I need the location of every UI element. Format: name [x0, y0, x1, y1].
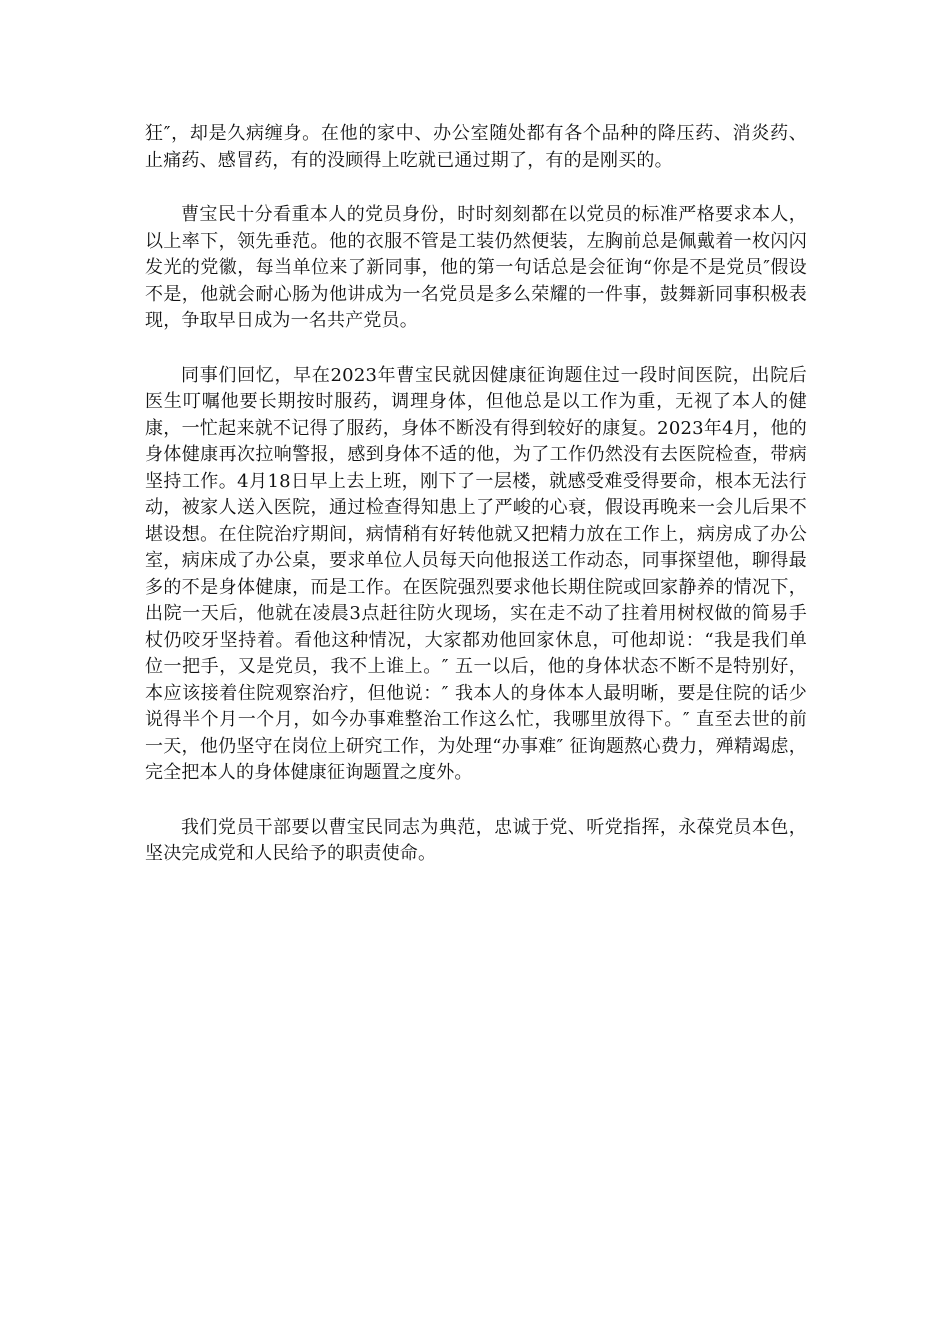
paragraph-3: 同事们回忆，早在2023年曹宝民就因健康征询题住过一段时间医院，出院后医生叮嘱他要长期按时服药，调理身体，但他总是以工作为重，无视了本人的健康，一忙起来就不记得了服药，身体不断没有得到较好的康复。2023年4月，他的身体健康再次拉响警报，感到身体不适的他，为了工作仍然没有去医院检查，带病坚持工作。4月18日早上去上班，刚下了一层楼，就感受难受得要命，根本无法行动，被家人送入医院，通过检查得知患上了严峻的心衰，假设再晚来一会儿后果不堪设想。在住院治疗期间，病情稍有好转他就又把精力放在工作上，病房成了办公室，病床成了办公桌，要求单位人员每天向他报送工作动态，同事探望他，聊得最多的不是身体健康，而是工作。在医院强烈要求他长期住院或回家静养的情况下，出院一天后，他就在凌晨3点赶往防火现场，实在走不动了拄着用树杈做的简易手杖仍咬牙坚持着。看他这种情况，大家都劝他回家休息，可他却说：“我是我们单位一把手，又是党员，我不上谁上。″ 五一以后，他的身体状态不断不是特别好，本应该接着住院观察治疗，但他说：″ 我本人的身体本人最明晰，要是住院的话少说得半个月一个月，如今办事难整治工作这么忙，我哪里放得下。″ 直至去世的前一天，他仍坚守在岗位上研究工作，为处理“办事难″ 征询题熬心费力，殚精竭虑，完全把本人的身体健康征询题置之度外。: [145, 364, 807, 783]
paragraph-2: 曹宝民十分看重本人的党员身份，时时刻刻都在以党员的标准严格要求本人，以上率下，领先垂范。他的衣服不管是工装仍然便装，左胸前总是佩戴着一枚闪闪发光的党徽，每当单位来了新同事，他的第一句话总是会征询“你是不是党员″假设不是，他就会耐心肠为他讲成为一名党员是多么荣耀的一件事，鼓舞新同事积极表现，争取早日成为一名共产党员。: [145, 204, 807, 331]
paragraph-4: 我们党员干部要以曹宝民同志为典范，忠诚于党、听党指挥，永葆党员本色，坚决完成党和人民给予的职责使命。: [145, 816, 807, 864]
document-page: [145, 121, 807, 896]
paragraph-1: 狂″，却是久病缠身。在他的家中、办公室随处都有各个品种的降压药、消炎药、止痛药、感冒药，有的没顾得上吃就已通过期了，有的是刚买的。: [145, 123, 807, 171]
